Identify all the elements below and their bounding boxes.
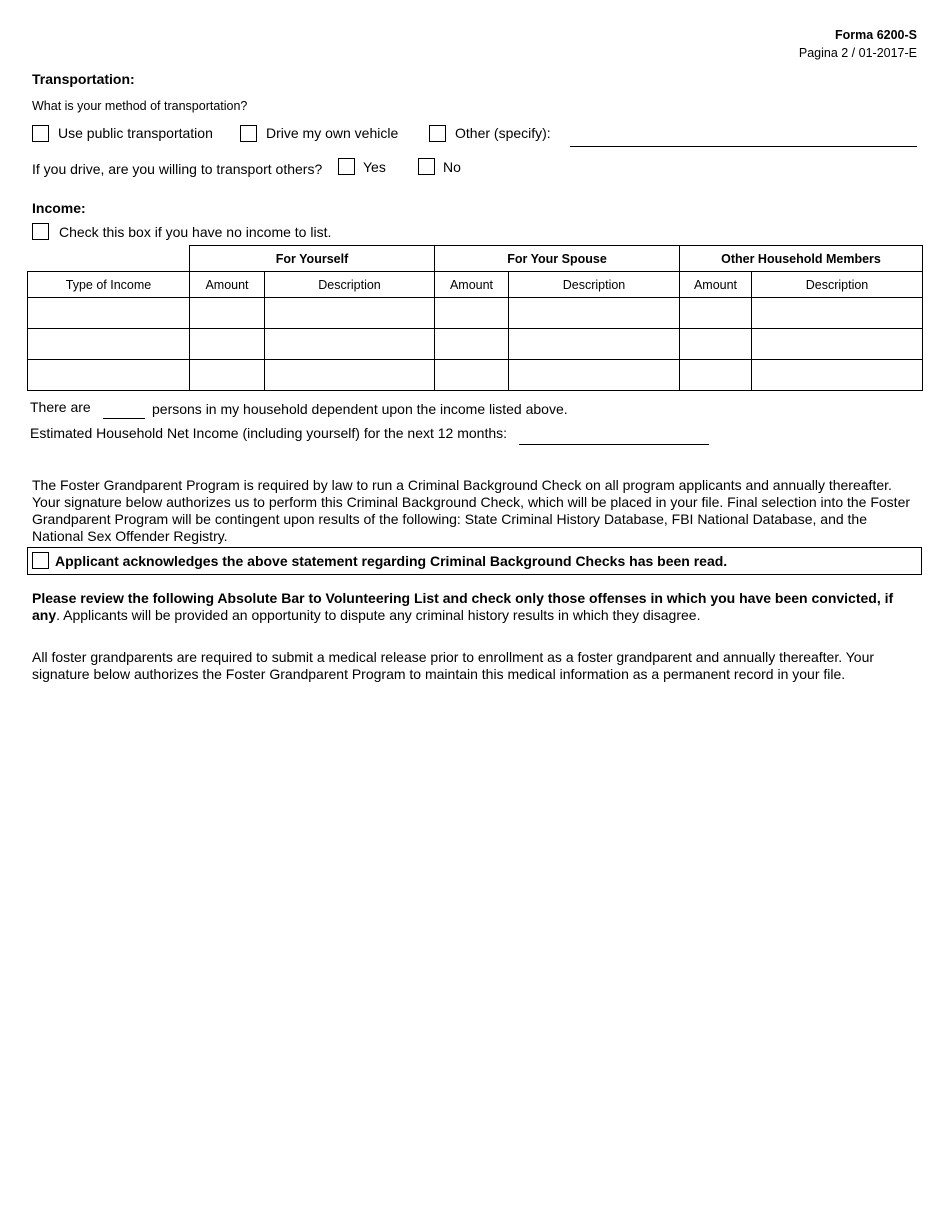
group-header-yourself: For Yourself [190,246,435,272]
table-cell[interactable] [680,360,752,391]
income-group-blank [28,246,190,272]
income-heading: Income: [32,200,86,216]
table-cell[interactable] [435,298,509,329]
column-header-amount: Amount [680,272,752,298]
review-rest-text: . Applicants will be provided an opportunity to dispute any criminal history results in which they disagree. [56,607,701,623]
dependents-count-line[interactable] [103,418,145,419]
background-check-paragraph: The Foster Grandparent Program is required by law to run a Criminal Background Check on all program applicants and annually thereafter. Your signature below authorizes us to perform this Criminal Background Check, which will be placed in your file. Final selection into the Foster Grandparent Program will be contingent upon results of the following: State Criminal History Database, FBI National Database, and the National Sex Offender Registry. [32,477,911,544]
net-income-label: Estimated Household Net Income (including yourself) for the next 12 months: [30,425,508,441]
drive-question: If you drive, are you willing to transport others? [32,161,323,177]
income-column-header-row [28,272,923,298]
table-cell[interactable] [752,298,923,329]
no-checkbox[interactable] [418,158,435,175]
own-vehicle-label: Drive my own vehicle [266,125,399,141]
table-cell[interactable] [190,329,265,360]
column-header-type: Type of Income [28,272,190,298]
no-income-label: Check this box if you have no income to list. [59,224,332,240]
table-cell[interactable] [680,298,752,329]
table-cell[interactable] [265,360,435,391]
dependents-prefix: There are [30,399,91,415]
table-cell[interactable] [190,360,265,391]
transportation-heading: Transportation: [32,71,135,87]
other-transport-label: Other (specify): [455,125,551,141]
table-row [28,360,923,391]
group-header-household: Other Household Members [680,246,923,272]
table-cell[interactable] [435,360,509,391]
table-cell[interactable] [190,298,265,329]
other-specify-line[interactable] [570,146,917,147]
dependents-suffix: persons in my household dependent upon the income listed above. [152,401,568,417]
table-cell[interactable] [28,329,190,360]
table-cell[interactable] [509,329,680,360]
income-group-header-row [28,246,923,272]
table-cell[interactable] [435,329,509,360]
acknowledgement-checkbox[interactable] [32,552,49,569]
column-header-description: Description [509,272,680,298]
no-label: No [443,159,461,175]
medical-paragraph: All foster grandparents are required to submit a medical release prior to enrollment as a foster grandparent and annually thereafter. Your signature below authorizes the Foster Grandparent Program to maintain this medical information as a permanent record in your file. [32,649,875,682]
table-cell[interactable] [680,329,752,360]
table-cell[interactable] [28,298,190,329]
table-cell[interactable] [509,298,680,329]
table-cell[interactable] [752,360,923,391]
page-info: Pagina 2 / 01-2017-E [798,46,917,60]
table-cell[interactable] [265,329,435,360]
review-bold-text: Please review the following Absolute Bar to Volunteering List and check only those offenses in which you have been convicted, if any [32,590,894,623]
table-row [28,329,923,360]
column-header-description: Description [752,272,923,298]
table-cell[interactable] [752,329,923,360]
column-header-amount: Amount [435,272,509,298]
table-cell[interactable] [509,360,680,391]
public-transport-checkbox[interactable] [32,125,49,142]
transportation-question: What is your method of transportation? [32,99,248,113]
table-cell[interactable] [28,360,190,391]
column-header-description: Description [265,272,435,298]
public-transport-label: Use public transportation [58,125,213,141]
no-income-checkbox[interactable] [32,223,49,240]
table-row [28,298,923,329]
acknowledgement-label: Applicant acknowledges the above statement regarding Criminal Background Checks has been read. [55,553,728,569]
own-vehicle-checkbox[interactable] [240,125,257,142]
other-transport-checkbox[interactable] [429,125,446,142]
group-header-spouse: For Your Spouse [435,246,680,272]
yes-checkbox[interactable] [338,158,355,175]
income-table [27,245,923,391]
net-income-line[interactable] [519,444,709,445]
review-paragraph [32,590,917,624]
column-header-amount: Amount [190,272,265,298]
form-number: Forma 6200-S [835,28,917,42]
table-cell[interactable] [265,298,435,329]
yes-label: Yes [363,159,386,175]
